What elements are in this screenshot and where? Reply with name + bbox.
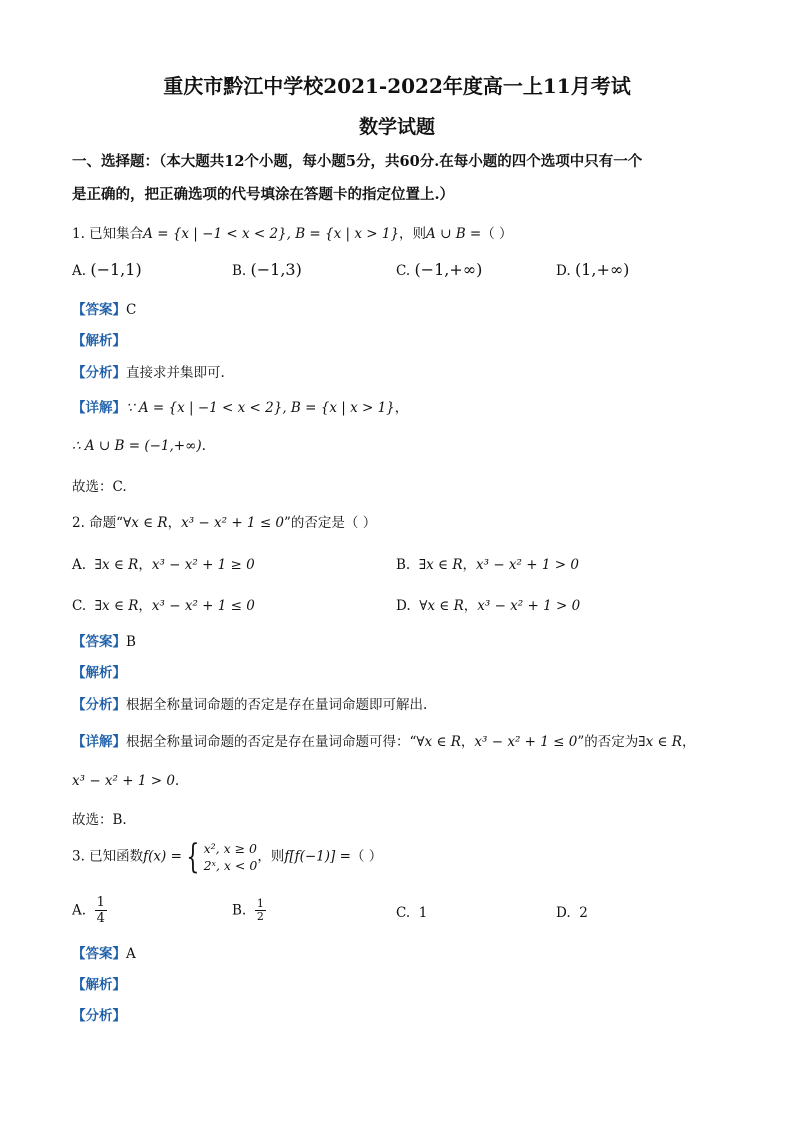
- detail-tag: 【详解】: [72, 734, 126, 750]
- option-label: D.: [396, 598, 411, 614]
- q2-answer: [72, 630, 136, 650]
- q1-answer: [72, 298, 136, 318]
- q2-stem-math1: ∀x ∈ R: [123, 515, 168, 531]
- fenxi-text: 直接求并集即可.: [126, 365, 225, 381]
- exam-subtitle: 数学试题: [358, 116, 435, 138]
- q2-option-b: [396, 553, 579, 573]
- option-sep: ，: [463, 598, 478, 614]
- answer-tag: 【答案】: [72, 634, 126, 650]
- detail-text: 根据全称量词命题的否定是存在量词命题可得：“: [126, 734, 417, 750]
- option-label: C.: [396, 905, 411, 921]
- q1-stem-suffix: （ ）: [481, 226, 513, 242]
- option-inequality: x³ − x² + 1 ≤ 0: [151, 598, 255, 614]
- answer-value: C: [126, 302, 137, 318]
- fenxi-tag: 【分析】: [72, 697, 126, 713]
- detail-math: ∵ A = {x | −1 < x < 2}, B = {x | x > 1}: [126, 400, 395, 416]
- q1-option-b: [232, 260, 302, 279]
- analysis-tag: 【解析】: [72, 333, 126, 349]
- conclusion-math: ∴ A ∪ B = (−1,+∞): [72, 438, 202, 454]
- option-label: B.: [396, 557, 411, 573]
- brace-icon: {: [186, 837, 200, 877]
- answer-tag: 【答案】: [72, 302, 126, 318]
- detail-sep: ，: [460, 734, 475, 750]
- option-label: B.: [232, 902, 247, 919]
- q1-detail: [72, 396, 408, 416]
- option-quantifier: ∃x ∈ R: [94, 557, 139, 573]
- analysis-tag: 【解析】: [72, 665, 126, 681]
- option-label: C.: [396, 263, 411, 279]
- q1-option-d: [556, 260, 629, 279]
- fenxi-text: 根据全称量词命题的否定是存在量词命题即可解出.: [126, 697, 428, 713]
- answer-value: A: [126, 946, 136, 962]
- section-heading-line2: 是正确的，把正确选项的代号填涂在答题卡的指定位置上.）: [72, 186, 455, 203]
- option-inequality: x³ − x² + 1 > 0: [476, 557, 579, 573]
- option-quantifier: ∀x ∈ R: [419, 598, 464, 614]
- section-heading-line1: 一、选择题：（本大题共12个小题，每小题5分，共60分.在每小题的四个选项中只有一个: [72, 153, 643, 170]
- option-value: (−1,1): [90, 260, 142, 279]
- q2-analysis: [72, 661, 126, 681]
- option-label: C.: [72, 598, 87, 614]
- option-quantifier: ∃x ∈ R: [418, 557, 463, 573]
- option-value: 1: [418, 905, 428, 921]
- q2-stem: [72, 511, 376, 531]
- q3-stem-fx: f(x) =: [143, 848, 182, 865]
- q2-detail-line2: [72, 773, 179, 789]
- q2-stem-math2: x³ − x² + 1 ≤ 0: [181, 515, 285, 531]
- case-2: 2ˣ, x < 0: [203, 858, 258, 873]
- q1-conclusion: [72, 438, 206, 454]
- detail-suffix: ，: [394, 400, 409, 416]
- option-sep: ，: [138, 598, 152, 614]
- option-label: D.: [556, 263, 571, 279]
- option-sep: ，: [462, 557, 476, 573]
- q2-stem-comma: ，: [167, 515, 182, 531]
- q3-option-d: [556, 905, 588, 921]
- q1-fenxi: [72, 361, 225, 381]
- fenxi-tag: 【分析】: [72, 1008, 126, 1024]
- q1-choice: 故选：C.: [72, 479, 127, 495]
- option-label: D.: [556, 905, 571, 921]
- answer-value: B: [126, 634, 136, 650]
- fraction-numerator: 1: [96, 895, 105, 910]
- fraction: [95, 895, 107, 926]
- detail-end: ，: [681, 734, 696, 750]
- q3-stem-prefix: 3. 已知函数: [72, 848, 144, 865]
- fenxi-tag: 【分析】: [72, 365, 126, 381]
- q3-stem-suffix: （ ）: [350, 848, 383, 865]
- option-sep: ，: [138, 557, 152, 573]
- q1-stem-mid: ，则: [399, 226, 427, 242]
- detail-math1: ∀x ∈ R: [416, 734, 461, 750]
- conclusion-suffix: .: [201, 438, 206, 454]
- q2-detail: [72, 730, 695, 750]
- case-1: x², x ≥ 0: [203, 841, 257, 856]
- option-inequality: x³ − x² + 1 ≥ 0: [151, 557, 255, 573]
- fraction-denominator: 2: [256, 910, 264, 923]
- q2-stem-prefix: 2. 命题“: [72, 515, 124, 531]
- option-value: (1,+∞): [574, 260, 630, 279]
- detail-text2: ”的否定为: [577, 734, 639, 750]
- detail-line2-math: x³ − x² + 1 > 0: [72, 773, 175, 789]
- q2-stem-suffix: ”的否定是（ ）: [284, 515, 377, 531]
- option-inequality: x³ − x² + 1 > 0: [477, 598, 581, 614]
- q3-stem: [72, 837, 383, 877]
- q3-option-b: [232, 898, 266, 923]
- q3-option-c: [396, 905, 427, 921]
- q1-stem-math: A = {x | −1 < x < 2}, B = {x | x > 1}: [143, 226, 400, 242]
- option-value: (−1,3): [250, 260, 302, 279]
- option-value: 2: [579, 905, 588, 921]
- option-label: A.: [72, 902, 87, 919]
- detail-math2: x³ − x² + 1 ≤ 0: [474, 734, 578, 750]
- analysis-tag: 【解析】: [72, 977, 126, 993]
- option-quantifier: ∃x ∈ R: [94, 598, 139, 614]
- q2-option-a: [72, 553, 255, 573]
- q1-option-c: [396, 260, 482, 279]
- q3-stem-math2: f[f(−1)] =: [284, 848, 351, 865]
- q2-fenxi: [72, 693, 427, 713]
- q1-analysis: [72, 329, 126, 349]
- detail-math3: ∃x ∈ R: [638, 734, 682, 750]
- detail-tag: 【详解】: [72, 400, 126, 416]
- exam-title: 重庆市黔江中学校2021-2022年度高一上11月考试: [163, 74, 631, 98]
- fraction: [255, 898, 266, 923]
- piecewise-cases: [204, 840, 258, 874]
- q2-option-c: [72, 594, 255, 614]
- q3-answer: [72, 942, 136, 962]
- option-label: A.: [72, 557, 87, 573]
- fraction-numerator: 1: [256, 897, 264, 910]
- option-label: B.: [232, 263, 247, 279]
- q1-option-a: [72, 260, 142, 279]
- q3-fenxi: [72, 1004, 126, 1024]
- q3-analysis: [72, 973, 126, 993]
- q1-stem-math2: A ∪ B =: [426, 226, 482, 242]
- option-label: A.: [72, 263, 87, 279]
- q2-option-d: [396, 594, 580, 614]
- q1-stem: [72, 222, 513, 242]
- option-value: (−1,+∞): [414, 260, 483, 279]
- q3-stem-mid: ，则: [257, 848, 285, 865]
- q2-choice: 故选：B.: [72, 812, 127, 828]
- fraction-denominator: 4: [96, 911, 105, 926]
- q1-stem-prefix: 1. 已知集合: [72, 226, 144, 242]
- q3-option-a: [72, 895, 107, 926]
- detail-line2-suffix: .: [174, 773, 180, 789]
- answer-tag: 【答案】: [72, 946, 126, 962]
